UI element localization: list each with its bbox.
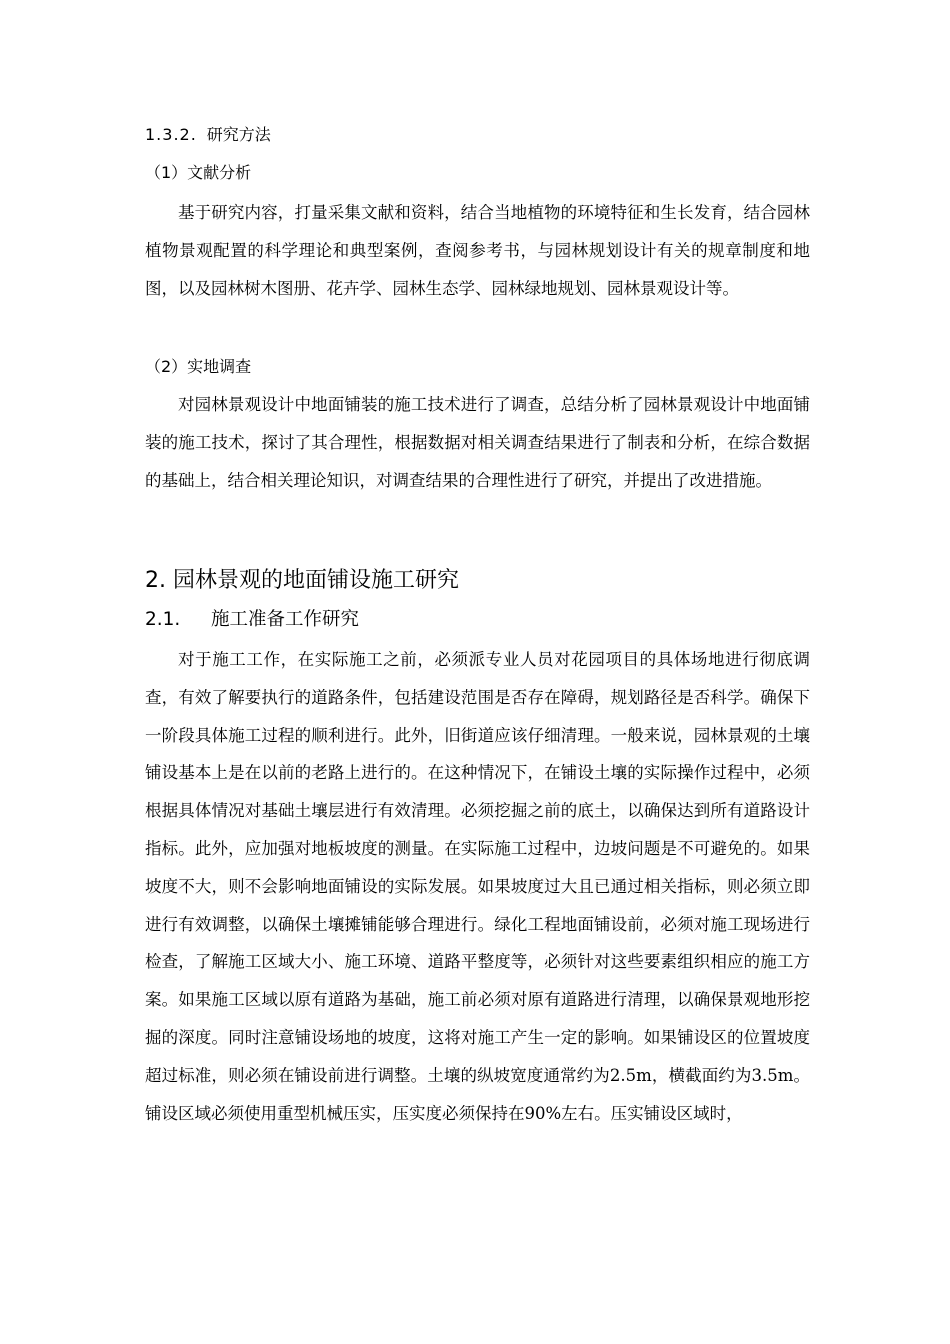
chapter-heading-2: 2. 园林景观的地面铺设施工研究 — [145, 568, 459, 593]
section-number: 1.3.2. — [145, 125, 197, 144]
subheading-literature-analysis: （1）文献分析 — [145, 163, 252, 182]
section-heading-2-1 — [145, 606, 810, 634]
section-title: 施工准备工作研究 — [211, 609, 360, 630]
section-number: 2.1. — [145, 609, 181, 630]
subheading-field-survey: （2）实地调查 — [145, 357, 252, 376]
paragraph-construction-preparation: 对于施工工作，在实际施工之前，必须派专业人员对花园项目的具体场地进行彻底调查，有效了解要执行的道路条件，包括建设范围是否存在障碍，规划路径是否科学。确保下一阶段具体施工过程的顺利进行。此外，旧街道应该仔细清理。一般来说，园林景观的土壤铺设基本上是在以前的老路上进行的。在这种情况下，在铺设土壤的实际操作过程中，必须根据具体情况对基础土壤层进行有效清理。必须挖掘之前的底土，以确保达到所有道路设计指标。此外，应加强对地板坡度的测量。在实际施工过程中，边坡问题是不可避免的。如果坡度不大，则不会影响地面铺设的实际发展。如果坡度过大且已通过相关指标，则必须立即进行有效调整，以确保土壤摊铺能够合理进行。绿化工程地面铺设前，必须对施工现场进行检查，了解施工区域大小、施工环境、道路平整度等，必须针对这些要素组织相应的施工方案。如果施工区域以原有道路为基础，施工前必须对原有道路进行清理，以确保景观地形挖掘的深度。同时注意铺设场地的坡度，这将对施工产生一定的影响。如果铺设区的位置坡度超过标准，则必须在铺设前进行调整。土壤的纵坡宽度通常约为2.5m，横截面约为3.5m。铺设区域必须使用重型机械压实，压实度必须保持在90%左右。压实铺设区域时， — [145, 650, 810, 1123]
paragraph-field-survey: 对园林景观设计中地面铺装的施工技术进行了调查，总结分析了园林景观设计中地面铺装的施工技术，探讨了其合理性，根据数据对相关调查结果进行了制表和分析，在综合数据的基础上，结合相关理论知识，对调查结果的合理性进行了研究，并提出了改进措施。 — [145, 395, 810, 490]
paragraph-literature-analysis: 基于研究内容，打量采集文献和资料，结合当地植物的环境特征和生长发育，结合园林植物景观配置的科学理论和典型案例，查阅参考书，与园林规划设计有关的规章制度和地图，以及园林树木图册、花卉学、园林生态学、园林绿地规划、园林景观设计等。 — [145, 203, 810, 298]
section-title: 研究方法 — [206, 125, 271, 144]
section-heading-1-3-2 — [145, 122, 810, 148]
